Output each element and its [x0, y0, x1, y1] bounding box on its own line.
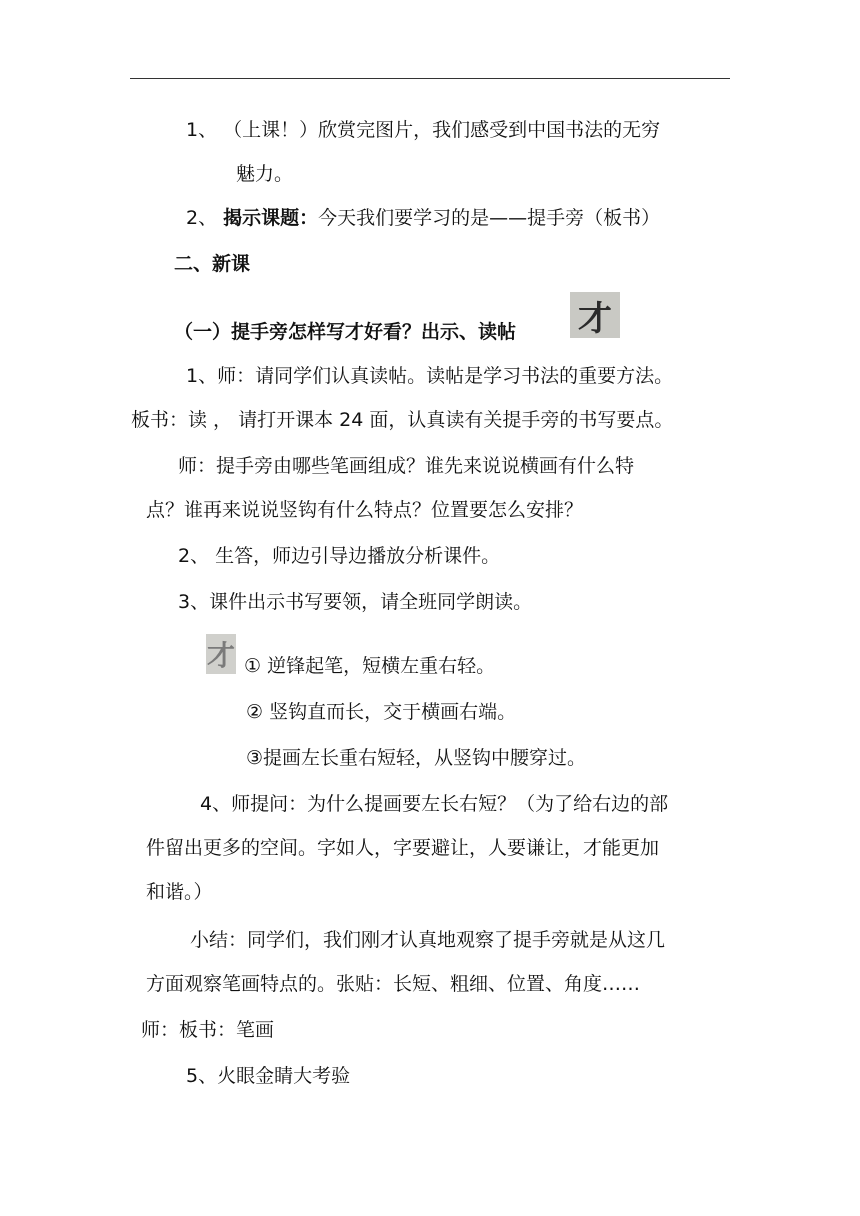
- summary-line-2: 方面观察笔画特点的。张贴：长短、粗细、位置、角度……: [146, 973, 641, 995]
- item-2-text: 今天我们要学习的是——提手旁（板书）: [318, 207, 661, 229]
- item-2-number: 2、: [186, 207, 224, 229]
- summary-line-1: 小结：同学们，我们刚才认真地观察了提手旁就是从这几: [190, 929, 666, 951]
- item-2-label: 揭示课题：: [223, 207, 319, 229]
- item-1-line-2: 魅力。: [236, 163, 294, 185]
- rule-3: ③提画左长重右短轻，从竖钩中腰穿过。: [246, 747, 587, 769]
- rule-1: ① 逆锋起笔，短横左重右轻。: [244, 655, 496, 677]
- calligraphy-character-small-image: 才: [206, 634, 236, 674]
- item-1-line-1: 1、 （上课！）欣赏完图片，我们感受到中国书法的无穷: [186, 119, 661, 141]
- para-4: 3、课件出示书写要领，请全班同学朗读。: [178, 591, 533, 613]
- para-5-line-2: 件留出更多的空间。字如人，字要避让，人要谦让，才能更加: [146, 837, 660, 859]
- rule-2: ② 竖钩直而长，交于横画右端。: [246, 701, 517, 723]
- calligraphy-character-image: 才: [570, 292, 620, 338]
- para-1-line-1: 1、师：请同学们认真读帖。读帖是学习书法的重要方法。: [186, 365, 674, 387]
- para-5-line-1: 4、师提问：为什么提画要左长右短？（为了给右边的部: [200, 793, 669, 815]
- para-7: 5、火眼金睛大考验: [186, 1065, 351, 1087]
- para-5-line-3: 和谐。）: [146, 881, 213, 903]
- para-1-line-2: 板书：读 ， 请打开课本 24 面，认真读有关提手旁的书写要点。: [131, 409, 674, 431]
- subsection-heading: （一）提手旁怎样写才好看？出示、读帖: [174, 321, 517, 343]
- item-2-line: [186, 206, 660, 230]
- header-rule: [130, 78, 730, 79]
- summary-line-3: 师：板书：笔画: [141, 1019, 275, 1041]
- section-heading-new-lesson: 二、新课: [174, 253, 251, 275]
- para-2-line-2: 点？谁再来说说竖钩有什么特点？位置要怎么安排？: [146, 499, 584, 521]
- para-3: 2、 生答，师边引导边播放分析课件。: [178, 545, 501, 567]
- para-2-line-1: 师：提手旁由哪些笔画组成？谁先来说说横画有什么特: [178, 455, 635, 477]
